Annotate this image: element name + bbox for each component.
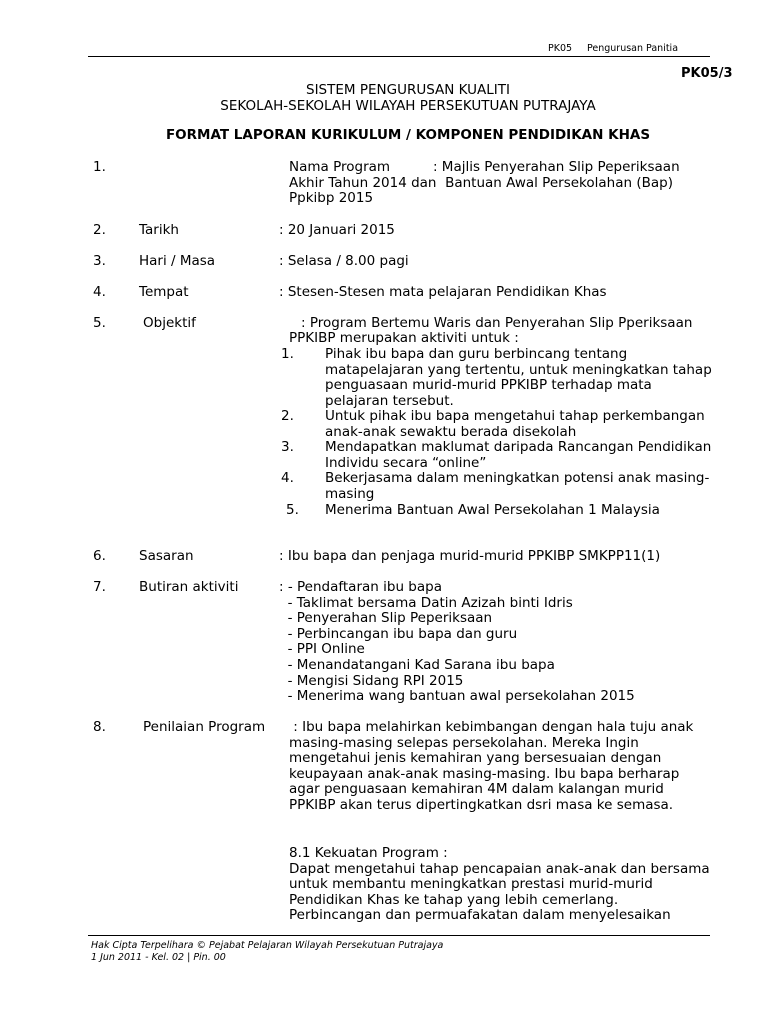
objective-5-text (325, 503, 660, 519)
objective-line: anak-anak sewaktu berada disekolah (325, 423, 577, 440)
objective-line: Untuk pihak ibu bapa mengetahui tahap perkembangan (325, 408, 705, 424)
title-line-1: SISTEM PENGURUSAN KUALITI (306, 82, 510, 98)
activity-item: - PPI Online (279, 641, 365, 658)
item-5-number: 5. (93, 315, 106, 331)
objective-2-number: 2. (281, 408, 294, 424)
report-title: FORMAT LAPORAN KURIKULUM / KOMPONEN PENDIDIKAN KHAS (165, 127, 651, 143)
item-1-text (289, 160, 680, 207)
objective-line: matapelajaran yang tertentu, untuk meningkatkan tahap (325, 361, 712, 378)
item-1-number: 1. (93, 159, 106, 175)
objective-3-text (325, 440, 711, 471)
item-7-label: Butiran aktiviti (139, 579, 239, 595)
item-7-activities (279, 580, 635, 705)
item-3-number: 3. (93, 253, 106, 269)
item-3-value: : Selasa / 8.00 pagi (279, 253, 409, 269)
item-5-intro: : Program Bertemu Waris dan Penyerahan Slip Pperiksaan (301, 315, 693, 331)
activity-item: - Menandatangani Kad Sarana ibu bapa (279, 656, 555, 673)
evaluation-line: mengetahui jenis kemahiran yang bersesuaian dengan (289, 750, 662, 767)
header-rule (88, 56, 710, 57)
activity-item: - Mengisi Sidang RPI 2015 (279, 672, 464, 689)
item-4-number: 4. (93, 284, 106, 300)
item-2-label: Tarikh (139, 222, 179, 238)
header-code: PK05 (548, 43, 573, 54)
strengths-line: Pendidikan Khas ke tahap yang lebih cemerlang. (289, 891, 619, 908)
activity-item: - Taklimat bersama Datin Azizah binti Idris (279, 594, 573, 611)
evaluation-line: : Ibu bapa melahirkan kebimbangan dengan hala tuju anak (289, 719, 694, 735)
objective-1-number: 1. (281, 346, 294, 362)
item-5-intro-cont: PPKIBP merupakan aktiviti untuk : (289, 330, 519, 346)
item-3-label: Hari / Masa (139, 253, 216, 269)
evaluation-line: masing-masing selepas persekolahan. Mereka Ingin (289, 734, 639, 751)
item-5-label: Objektif (143, 315, 196, 331)
objective-2-text (325, 409, 705, 440)
item-6-number: 6. (93, 548, 106, 564)
footer-rule (88, 935, 710, 936)
document-ref: PK05/3 (681, 66, 733, 81)
item-7-number: 7. (93, 579, 106, 595)
evaluation-line: PPKIBP akan terus dipertingkatkan dsri masa ke semasa. (289, 796, 674, 813)
strengths-line: Dapat mengetahui tahap pencapaian anak-anak dan bersama (289, 860, 710, 877)
item-6-value: : Ibu bapa dan penjaga murid-murid PPKIBP SMKPP11(1) (279, 548, 661, 564)
objective-line: Individu secara “online” (325, 454, 487, 471)
activity-item: : - Pendaftaran ibu bapa (279, 579, 442, 595)
strengths-line: Perbincangan dan permuafakatan dalam menyelesaikan (289, 907, 671, 924)
item-2-number: 2. (93, 222, 106, 238)
activity-item: - Penyerahan Slip Peperiksaan (279, 610, 493, 627)
item-4-value: : Stesen-Stesen mata pelajaran Pendidikan Khas (279, 284, 607, 300)
item-4-label: Tempat (139, 284, 189, 300)
item-6-label: Sasaran (139, 548, 194, 564)
item-8-number: 8. (93, 719, 106, 735)
objective-3-number: 3. (281, 439, 294, 455)
objective-5-number: 5. (286, 502, 299, 518)
objective-4-text (325, 471, 709, 502)
header-label: Pengurusan Panitia (587, 43, 679, 54)
objective-line: masing (325, 485, 375, 502)
strengths-heading: 8.1 Kekuatan Program : (289, 845, 448, 861)
footer-copyright: Hak Cipta Terpelihara © Pejabat Pelajaran Wilayah Persekutuan Putrajaya (91, 940, 444, 951)
objective-line: Pihak ibu bapa dan guru berbincang tentang (325, 346, 628, 362)
item-2-value: : 20 Januari 2015 (279, 222, 395, 238)
title-line-2: SEKOLAH-SEKOLAH WILAYAH PERSEKUTUAN PUTRAJAYA (220, 98, 596, 114)
activity-item: - Menerima wang bantuan awal persekolahan 2015 (279, 688, 635, 705)
objective-line: Mendapatkan maklumat daripada Rancangan Pendidikan (325, 439, 712, 455)
objective-line: Bekerjasama dalam meningkatkan potensi anak masing- (325, 470, 710, 486)
item-1-line: Ppkibp 2015 (289, 190, 374, 207)
objective-line: Menerima Bantuan Awal Persekolahan 1 Malaysia (325, 502, 660, 518)
strengths-line: untuk membantu meningkatkan prestasi murid-murid (289, 876, 653, 893)
objective-1-text (325, 347, 712, 409)
activity-item: - Perbincangan ibu bapa dan guru (279, 625, 518, 642)
item-1-line: Akhir Tahun 2014 dan Bantuan Awal Persekolahan (Bap) (289, 174, 673, 191)
evaluation-line: agar penguasaan kemahiran 4M dalam kalangan murid (289, 781, 664, 798)
footer-version: 1 Jun 2011 - Kel. 02 | Pin. 00 (91, 952, 226, 963)
item-8-evaluation (289, 720, 693, 814)
objective-line: penguasaan murid-murid PPKIBP terhadap mata (325, 377, 652, 394)
objective-4-number: 4. (281, 470, 294, 486)
evaluation-line: keupayaan anak-anak masing-masing. Ibu bapa berharap (289, 765, 680, 782)
objective-line: pelajaran tersebut. (325, 392, 454, 409)
item-1-line: Nama Program : Majlis Penyerahan Slip Peperiksaan (289, 159, 680, 175)
item-8-label: Penilaian Program (143, 719, 266, 735)
strengths-section (289, 846, 710, 924)
